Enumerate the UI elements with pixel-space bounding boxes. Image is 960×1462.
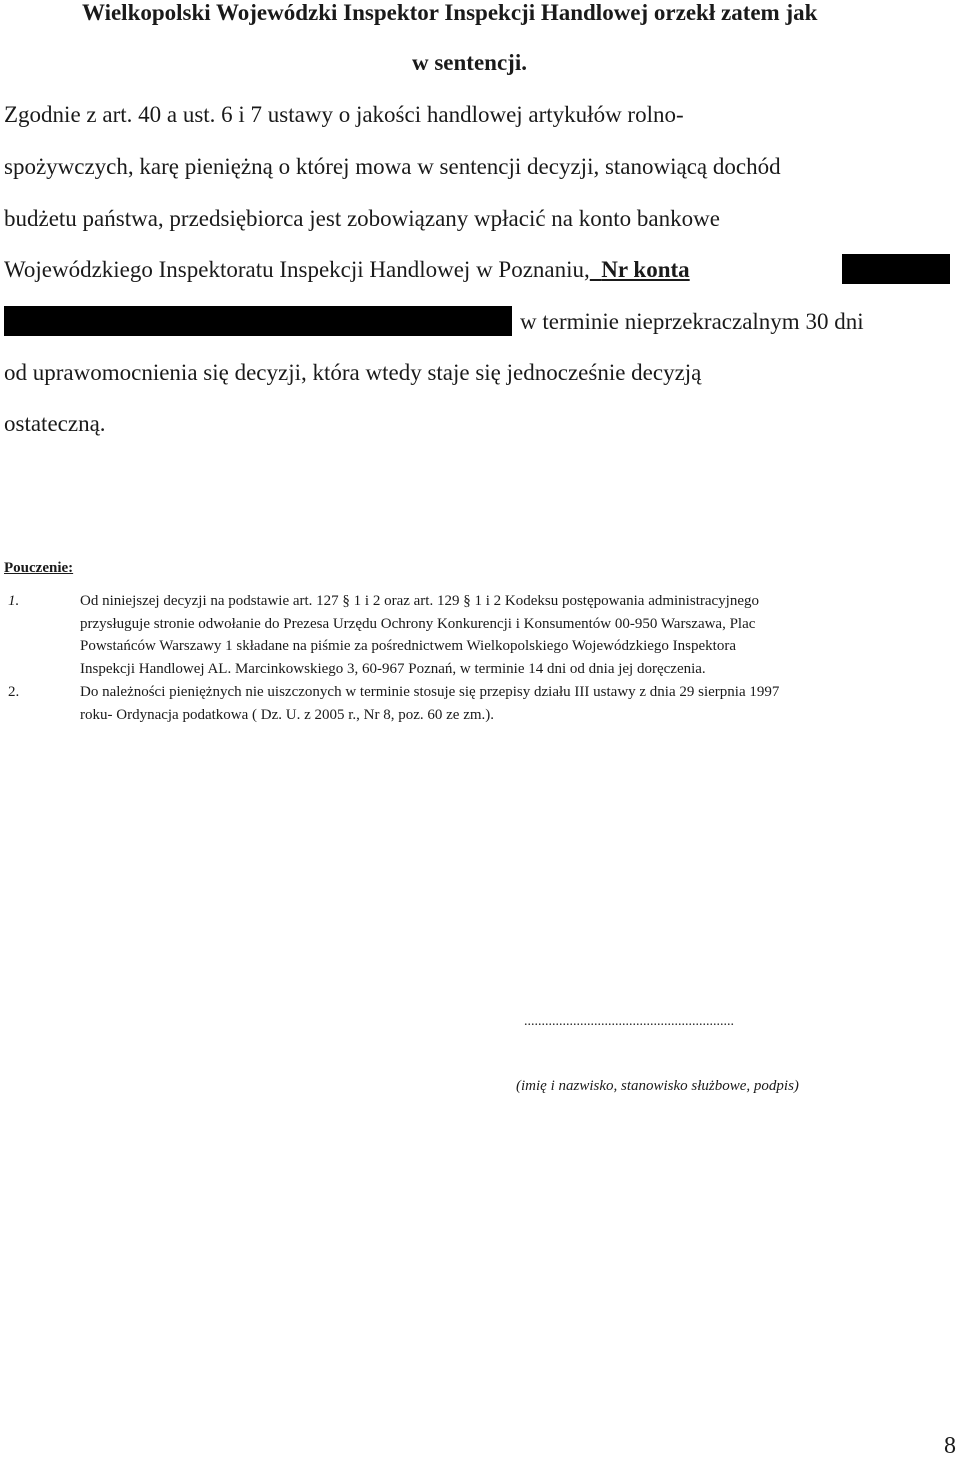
signature-caption: (imię i nazwisko, stanowisko służbowe, podpis) [516,1078,799,1094]
payment-line-7: ostateczną. [4,411,106,436]
payment-line-4-text: Wojewódzkiego Inspektoratu Inspekcji Handlowej w Poznaniu, [4,257,590,282]
payment-line-4 [4,257,690,283]
account-gap [590,257,602,282]
instruction-item-2-number: 2. [8,684,20,700]
instruction-heading: Pouczenie: [4,560,74,576]
account-label: Nr konta [601,257,690,282]
instruction-item-2-line-1: Do należności pieniężnych nie uiszczonych w terminie stosuje się przepisy działu III ustawy z dnia 29 sierpnia 1997 [80,684,780,700]
instruction-item-2-line-2: roku- Ordynacja podatkowa ( Dz. U. z 2005 r., Nr 8, poz. 60 ze zm.). [80,707,495,723]
conclusion-line-2: w sentencji. [412,50,527,75]
payment-line-5-tail: w terminie nieprzekraczalnym 30 dni [520,309,864,334]
redacted-account-number-part-1 [842,254,950,284]
instruction-item-1-line-3: Powstańców Warszawy 1 składane na piśmie za pośrednictwem Wielkopolskiego Wojewódzkiego Inspektora [80,638,736,654]
instruction-item-1-line-1: Od niniejszej decyzji na podstawie art. 127 § 1 i 2 oraz art. 129 § 1 i 2 Kodeksu postępowania administracyjnego [80,593,759,609]
instruction-item-1-number: 1. [8,593,20,609]
instruction-item-1-line-4: Inspekcji Handlowej AL. Marcinkowskiego 3, 60-967 Poznań, w terminie 14 dni od dnia jej doręczenia. [80,661,706,677]
instruction-item-1-line-2: przysługuje stronie odwołanie do Prezesa Urzędu Ochrony Konkurencji i Konsumentów 00-950 Warszawa, Plac [80,616,756,632]
payment-line-3: budżetu państwa, przedsiębiorca jest zobowiązany wpłacić na konto bankowe [4,206,720,231]
payment-line-6: od uprawomocnienia się decyzji, która wtedy staje się jednocześnie decyzją [4,360,702,385]
page-number: 8 [944,1433,956,1459]
signature-line: ............................................................ [524,1014,734,1029]
payment-line-1: Zgodnie z art. 40 a ust. 6 i 7 ustawy o jakości handlowej artykułów rolno- [4,102,684,127]
conclusion-line-1: Wielkopolski Wojewódzki Inspektor Inspekcji Handlowej orzekł zatem jak [82,0,818,25]
redacted-account-number-part-2 [4,306,512,336]
payment-line-2: spożywczych, karę pieniężną o której mowa w sentencji decyzji, stanowiącą dochód [4,154,781,179]
